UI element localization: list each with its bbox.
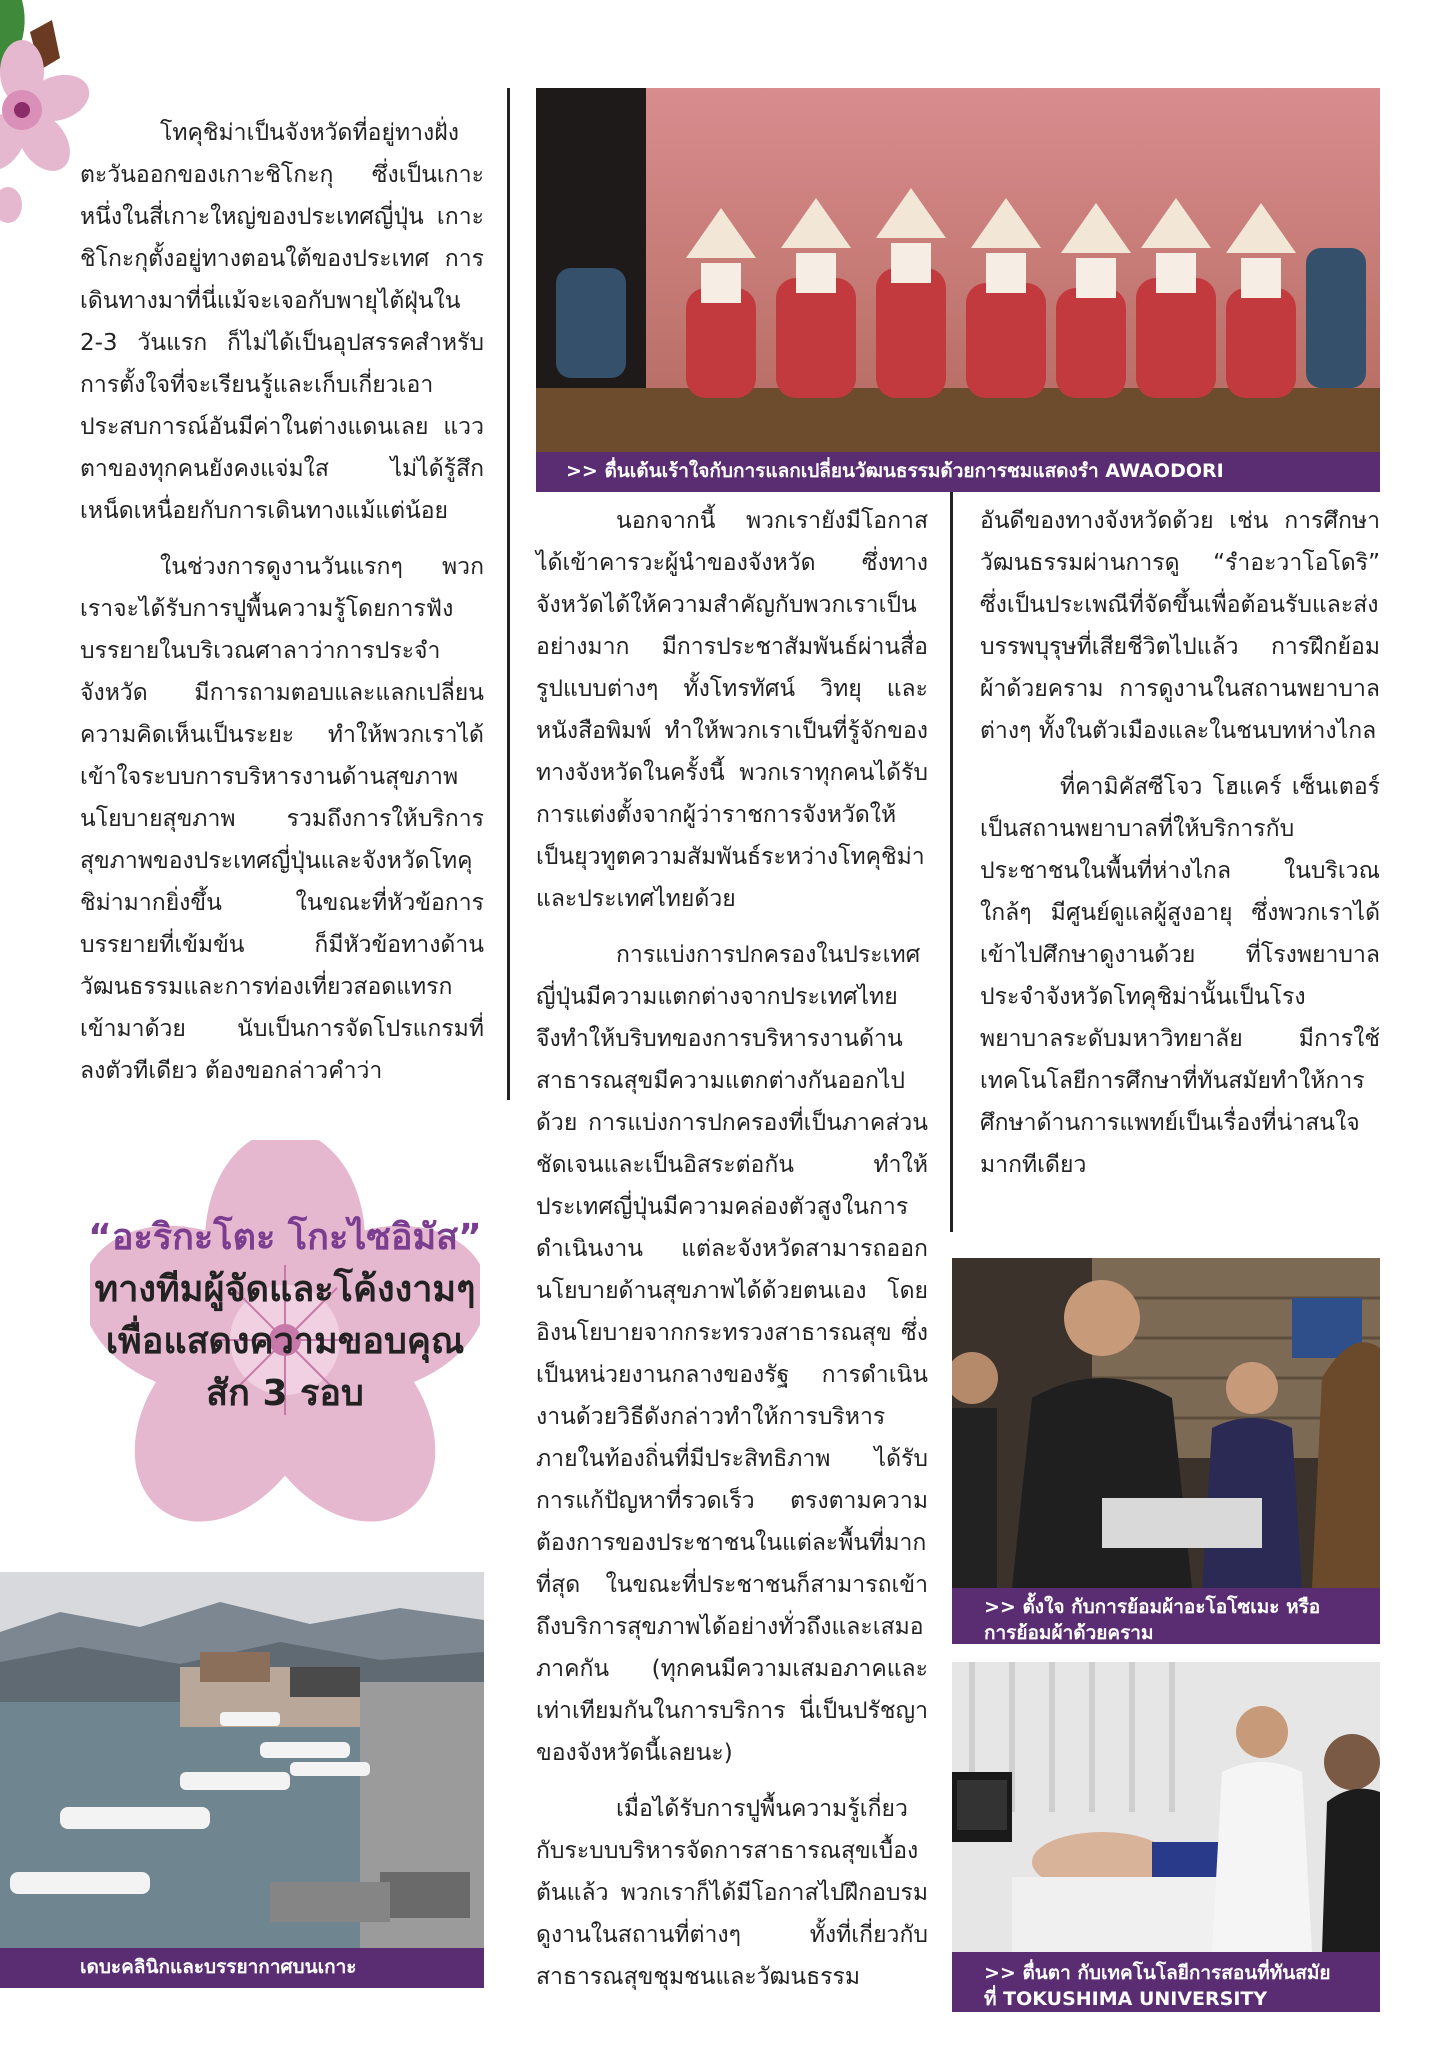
awaodori-caption: >> ตื่นเต้นเร้าใจกับการแลกเปลี่ยนวัฒนธรรมด้วยการชมแสดงรำ AWAODORI bbox=[536, 452, 1380, 492]
medical-simulation-caption-line-1: >> ตื่นตา กับเทคโนโลยีการสอนที่ทันสมัย bbox=[984, 1962, 1331, 1984]
quote-line-2: ทางทีมผู้จัดและโค้งงามๆ bbox=[94, 1269, 476, 1310]
indigo-dyeing-caption-line-2: การย้อมผ้าด้วยคราม bbox=[984, 1622, 1154, 1644]
middle-column bbox=[536, 500, 928, 2012]
quote-line-4: สัก 3 รอบ bbox=[206, 1373, 364, 1414]
indigo-dyeing-photo bbox=[952, 1258, 1380, 1588]
right-paragraph-1: อันดีของทางจังหวัดด้วย เช่น การศึกษาวัฒนธรรมผ่านการดู “รำอะวาโอโดริ” ซึ่งเป็นประเพณีที่จัดขึ้นเพื่อต้อนรับและส่งบรรพบุรุษที่เสียชีวิตไปแล้ว การฝึกย้อมผ้าด้วยคราม การดูงานในสถานพยาบาลต่างๆ ทั้งในตัวเมืองและในชนบทห่างไกล bbox=[980, 508, 1380, 744]
awaodori-photo bbox=[536, 88, 1380, 452]
left-column bbox=[80, 112, 484, 1106]
middle-paragraph-2: การแบ่งการปกครองในประเทศญี่ปุ่นมีความแตกต่างจากประเทศไทย จึงทำให้บริบทของการบริหารงานด้านสาธารณสุขมีความแตกต่างกันออกไปด้วย การแบ่งการปกครองที่เป็นภาคส่วนชัดเจนและเป็นอิสระต่อกัน ทำให้ประเทศญี่ปุ่นมีความคล่องตัวสูงในการดำเนินงาน แต่ละจังหวัดสามารถออกนโยบายด้านสุขภาพได้ด้วยตนเอง โดยอิงนโยบายจากกระทรวงสาธารณสุข ซึ่งเป็นหน่วยงานกลางของรัฐ การดำเนินงานด้วยวิธีดังกล่าวทำให้การบริหารภายในท้องถิ่นที่มีประสิทธิภาพ ได้รับการแก้ปัญหาที่รวดเร็ว ตรงตามความต้องการของประชาชนในแต่ละพื้นที่มากที่สุด ในขณะที่ประชาชนก็สามารถเข้าถึงบริการสุขภาพได้อย่างทั่วถึงและเสมอภาคกัน (ทุกคนมีความเสมอภาคและเท่าเทียมกันในการบริการ นี่เป็นปรัชญาของจังหวัดนี้เลยนะ) bbox=[536, 942, 928, 1766]
column-divider-left bbox=[507, 88, 510, 1100]
quote-line-1: “อะริกะโตะ โกะไซอิมัส” bbox=[88, 1217, 482, 1258]
right-paragraph-2: ที่คามิคัสซีโจว โฮแคร์ เซ็นเตอร์ เป็นสถานพยาบาลที่ให้บริการกับประชาชนในพื้นที่ห่างไกล ในบริเวณใกล้ๆ มีศูนย์ดูแลผู้สูงอายุ ซึ่งพวกเราได้เข้าไปศึกษาดูงานด้วย ที่โรงพยาบาลประจำจังหวัดโทคุชิม่านั้นเป็นโรงพยาบาลระดับมหาวิทยาลัย มีการใช้เทคโนโลยีการศึกษาที่ทันสมัยทำให้การศึกษาด้านการแพทย์เป็นเรื่องที่น่าสนใจมากทีเดียว bbox=[980, 774, 1380, 1178]
indigo-dyeing-caption-line-1: >> ตั้งใจ กับการย้อมผ้าอะโอโซเมะ หรือ bbox=[984, 1596, 1321, 1618]
medical-simulation-caption-line-2: ที่ TOKUSHIMA UNIVERSITY bbox=[984, 1988, 1268, 2010]
harbor-caption: เดบะคลินิกและบรรยากาศบนเกาะ bbox=[0, 1948, 484, 1988]
indigo-dyeing-caption bbox=[952, 1588, 1380, 1644]
medical-simulation-caption bbox=[952, 1952, 1380, 2012]
harbor-photo bbox=[0, 1572, 484, 1948]
column-divider-right bbox=[950, 492, 953, 1232]
right-column bbox=[980, 500, 1380, 1200]
middle-paragraph-3: เมื่อได้รับการปูพื้นความรู้เกี่ยวกับระบบบริหารจัดการสาธารณสุขเบื้องต้นแล้ว พวกเราก็ได้มีโอกาสไปฝึกอบรมดูงานในสถานที่ต่างๆ ทั้งที่เกี่ยวกับสาธารณสุขชุมชนและวัฒนธรรม bbox=[536, 1796, 928, 1990]
cherry-blossom-corner-icon bbox=[0, 0, 90, 230]
left-paragraph-1: โทคุชิม่าเป็นจังหวัดที่อยู่ทางฝั่งตะวันออกของเกาะชิโกะกุ ซึ่งเป็นเกาะหนึ่งในสี่เกาะใหญ่ของประเทศญี่ปุ่น เกาะชิโกะกุตั้งอยู่ทางตอนใต้ของประเทศ การเดินทางมาที่นี่แม้จะเจอกับพายุไต้ฝุ่นใน 2-3 วันแรก ก็ไม่ได้เป็นอุปสรรคสำหรับการตั้งใจที่จะเรียนรู้และเก็บเกี่ยวเอาประสบการณ์อันมีค่าในต่างแดนเลย แววตาของทุกคนยังคงแจ่มใส ไม่ได้รู้สึกเหน็ดเหนื่อยกับการเดินทางแม้แต่น้อย bbox=[80, 120, 484, 524]
thank-you-quote bbox=[80, 1140, 490, 1540]
medical-simulation-photo bbox=[952, 1662, 1380, 1952]
left-paragraph-2: ในช่วงการดูงานวันแรกๆ พวกเราจะได้รับการปูพื้นความรู้โดยการฟังบรรยายในบริเวณศาลาว่าการประจำจังหวัด มีการถามตอบและแลกเปลี่ยนความคิดเห็นเป็นระยะ ทำให้พวกเราได้เข้าใจระบบการบริหารงานด้านสุขภาพนโยบายสุขภาพ รวมถึงการให้บริการสุขภาพของประเทศญี่ปุ่นและจังหวัดโทคุชิม่ามากยิ่งขึ้น ในขณะที่หัวข้อการบรรยายที่เข้มข้น ก็มีหัวข้อทางด้านวัฒนธรรมและการท่องเที่ยวสอดแทรกเข้ามาด้วย นับเป็นการจัดโปรแกรมที่ลงตัวทีเดียว ต้องขอกล่าวคำว่า bbox=[80, 554, 484, 1084]
middle-paragraph-1: นอกจากนี้ พวกเรายังมีโอกาสได้เข้าคารวะผู้นำของจังหวัด ซึ่งทางจังหวัดได้ให้ความสำคัญกับพวกเราเป็นอย่างมาก มีการประชาสัมพันธ์ผ่านสื่อรูปแบบต่างๆ ทั้งโทรทัศน์ วิทยุ และหนังสือพิมพ์ ทำให้พวกเราเป็นที่รู้จักของทางจังหวัดในครั้งนี้ พวกเราทุกคนได้รับการแต่งตั้งจากผู้ว่าราชการจังหวัดให้เป็นยุวทูตความสัมพันธ์ระหว่างโทคุชิม่าและประเทศไทยด้วย bbox=[536, 508, 928, 912]
quote-line-3: เพื่อแสดงความขอบคุณ bbox=[105, 1321, 465, 1362]
